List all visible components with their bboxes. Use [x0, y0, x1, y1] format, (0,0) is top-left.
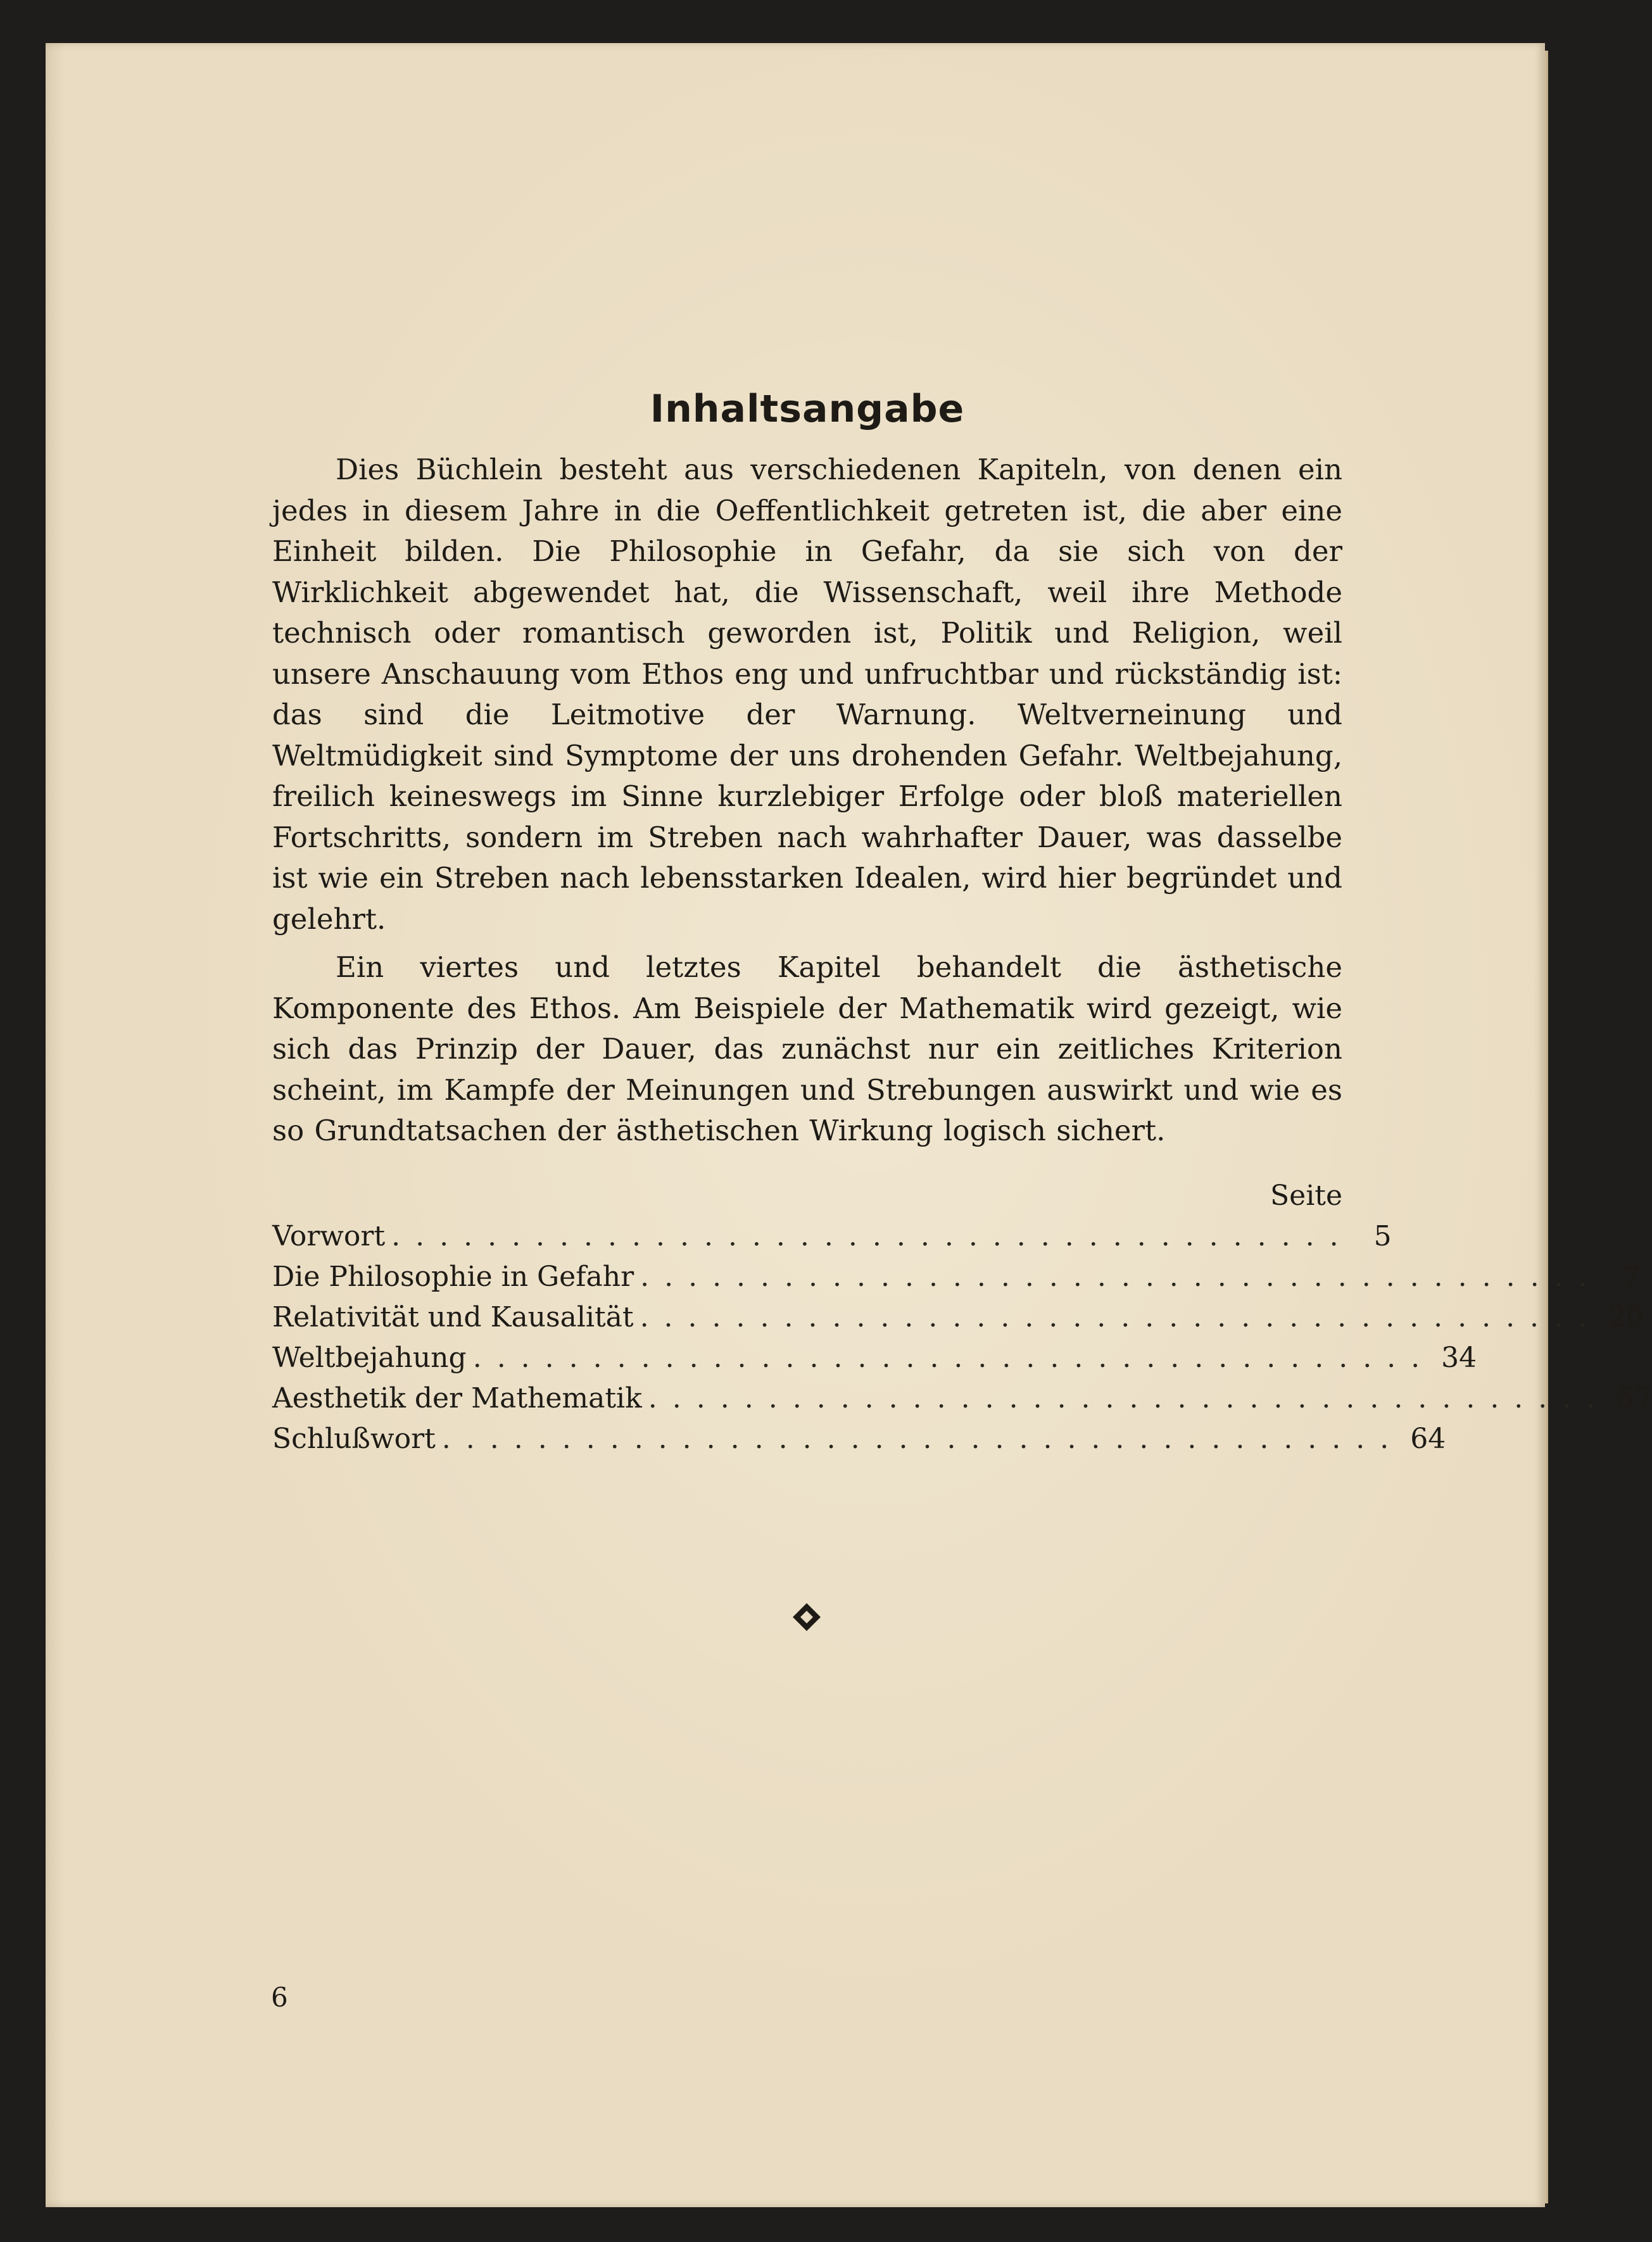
page-number: 6 — [271, 1982, 288, 2013]
intro-paragraph: Dies Büchlein besteht aus verschiedenen Kapiteln, von denen ein jedes in diesem Jahre in die Oeffentlichkeit getreten ist, die aber eine Einheit bilden. Die Philosophie in Gefahr, da sie sich von der Wirklichkeit abgewendet hat, die Wissenschaft, weil ihre Methode technisch oder romantisch geworden ist, Politik und Religion, weil unsere Anschauung vom Ethos eng und unfruchtbar und rückständig ist: das sind die Leitmotive der Warnung. Weltverneinung und Weltmüdigkeit sind Symptome der uns drohenden Gefahr. Weltbejahung, freilich keineswegs im Sinne kurzlebiger Erfolge oder bloß materiellen Fortschritts, sondern im Streben nach wahrhafter Dauer, was dasselbe ist wie ein Streben nach lebensstarken Idealen, wird hier begründet und gelehrt. — [272, 453, 1342, 936]
toc-leader-dots: ........................................ — [441, 1422, 1404, 1455]
page-content — [272, 380, 1652, 1459]
toc-entry-title: Relativität und Kausalität — [272, 1300, 634, 1333]
page-title: Inhaltsangabe — [650, 387, 965, 431]
toc-entry — [272, 1297, 1644, 1338]
toc-entry-title: Die Philosophie in Gefahr — [272, 1260, 634, 1293]
toc-entry-page: 57 — [1617, 1382, 1652, 1414]
toc-leader-dots: ........................................ — [391, 1219, 1354, 1252]
toc-page-header: Seite — [1270, 1179, 1342, 1212]
toc-entry — [272, 1378, 1652, 1419]
toc-entry-page: 34 — [1441, 1341, 1477, 1374]
toc-entry — [272, 1257, 1641, 1297]
toc-entry-page: 20 — [1608, 1300, 1644, 1333]
toc-entry — [272, 1216, 1392, 1257]
toc-leader-dots: ........................................ — [640, 1260, 1603, 1293]
toc-entry — [272, 1338, 1477, 1378]
toc-entry-title: Schlußwort — [272, 1422, 436, 1455]
toc-entry-title: Vorwort — [272, 1219, 386, 1252]
toc-entry-page: 5 — [1373, 1219, 1392, 1252]
toc-entry-page: 64 — [1410, 1422, 1446, 1455]
toc-leader-dots: ........................................ — [648, 1382, 1611, 1414]
table-of-contents — [272, 1176, 1652, 1459]
toc-leader-dots: ........................................ — [472, 1341, 1435, 1374]
toc-entry — [272, 1419, 1446, 1459]
toc-entry-page: 7 — [1622, 1260, 1641, 1293]
toc-entry-title: Aesthetik der Mathematik — [272, 1382, 642, 1414]
toc-entry-title: Weltbejahung — [272, 1341, 467, 1374]
second-paragraph: Ein viertes und letztes Kapitel behandelt die ästhetische Komponente des Ethos. Am Beispiele der Mathematik wird gezeigt, wie sich das Prinzip der Dauer, das zunächst nur ein zeitliches Kriterion scheint, im Kampfe der Meinungen und Strebungen auswirkt und wie es so Grundtatsachen der ästhetischen Wirkung logisch sichert. — [272, 950, 1342, 1147]
toc-leader-dots: ........................................ — [640, 1300, 1603, 1333]
diamond-ornament-icon — [790, 1601, 823, 1634]
